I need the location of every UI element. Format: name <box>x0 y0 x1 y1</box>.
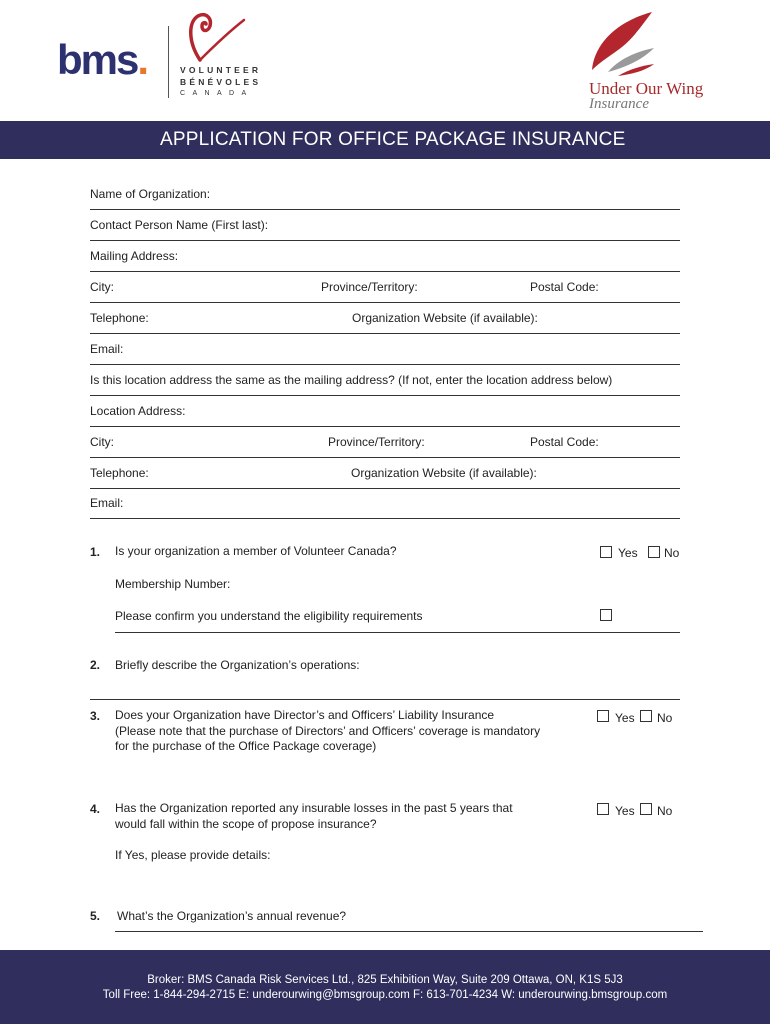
q3-text: Does your Organization have Director’s and Officers’ Liability Insurance (Please note that the purchase of Directors’ and Officers’ coverage is mandatory for the purchase of the Office Package coverage) <box>115 708 541 753</box>
footer-contact-line: Toll Free: 1-844-294-2715 E: underourwing@bmsgroup.com F: 613-701-4234 W: underourwing.bmsgroup.com <box>102 989 668 1001</box>
q3-yes-checkbox[interactable] <box>597 710 609 722</box>
q2-text: Briefly describe the Organization’s operations: <box>115 658 360 672</box>
footer <box>0 950 770 1024</box>
q5-text: What’s the Organization’s annual revenue? <box>117 909 347 923</box>
q4-no-checkbox[interactable] <box>640 803 652 815</box>
location-telephone-website-row[interactable] <box>90 458 680 489</box>
q5-number: 5. <box>90 909 101 923</box>
same-location-field[interactable] <box>90 365 680 396</box>
q3-yes-label: Yes <box>615 711 635 725</box>
location-email-label: Email: <box>90 496 124 510</box>
email-field[interactable] <box>90 334 680 365</box>
mailing-address-label: Mailing Address: <box>90 249 179 263</box>
logo-divider <box>168 26 169 98</box>
q4-details-label: If Yes, please provide details: <box>115 848 271 862</box>
telephone-label: Telephone: <box>90 311 149 325</box>
q4-yes-checkbox[interactable] <box>597 803 609 815</box>
q1-divider <box>115 632 680 633</box>
location-city-province-postal-row[interactable] <box>90 427 680 458</box>
contact-field[interactable] <box>90 210 680 241</box>
bms-logo: bms. <box>57 36 148 83</box>
title-bar <box>0 121 770 159</box>
q1-number: 1. <box>90 545 101 559</box>
under-our-wing-wing-icon <box>588 10 658 78</box>
city-label: City: <box>90 280 114 294</box>
city-province-postal-row[interactable] <box>90 272 680 303</box>
bms-logo-dot: . <box>137 36 148 83</box>
location-postal-code-label: Postal Code: <box>530 435 599 449</box>
q1-yes-checkbox[interactable] <box>600 546 612 558</box>
contact-label: Contact Person Name (First last): <box>90 218 269 232</box>
q3-no-label: No <box>657 711 673 725</box>
postal-code-label: Postal Code: <box>530 280 599 294</box>
membership-number-label: Membership Number: <box>115 577 231 591</box>
telephone-website-row[interactable] <box>90 303 680 334</box>
q1-yes-label: Yes <box>618 546 638 560</box>
q1-no-checkbox[interactable] <box>648 546 660 558</box>
eligibility-confirm-checkbox[interactable] <box>600 609 612 621</box>
under-our-wing-insurance: Insurance <box>589 96 649 112</box>
page-title: APPLICATION FOR OFFICE PACKAGE INSURANCE <box>160 129 626 150</box>
q3-number: 3. <box>90 709 101 723</box>
location-city-label: City: <box>90 435 114 449</box>
volunteer-canada-heart-icon <box>186 10 246 66</box>
q4-yes-label: Yes <box>615 804 635 818</box>
location-email-field[interactable] <box>90 488 680 519</box>
eligibility-confirm-label: Please confirm you understand the eligibility requirements <box>115 609 423 623</box>
location-website-label: Organization Website (if available): <box>351 466 537 480</box>
q5-answer-line[interactable] <box>115 931 703 932</box>
location-address-label: Location Address: <box>90 404 186 418</box>
q2-number: 2. <box>90 658 101 672</box>
q3-no-checkbox[interactable] <box>640 710 652 722</box>
province-label: Province/Territory: <box>321 280 418 294</box>
q4-text: Has the Organization reported any insurable losses in the past 5 years that would fall within the scope of propose insurance? <box>115 801 513 831</box>
location-province-label: Province/Territory: <box>328 435 425 449</box>
under-our-wing-name: Under Our Wing <box>589 79 704 98</box>
q4-number: 4. <box>90 802 101 816</box>
q1-no-label: No <box>664 546 680 560</box>
volunteer-canada-wordmark: VOLUNTEER BÉNÉVOLES CANADA <box>180 65 262 97</box>
q2-answer-line[interactable] <box>90 699 680 700</box>
org-name-field[interactable] <box>90 179 680 210</box>
same-location-label: Is this location address the same as the mailing address? (If not, enter the location address below) <box>90 373 613 387</box>
location-telephone-label: Telephone: <box>90 466 149 480</box>
org-name-label: Name of Organization: <box>90 187 211 201</box>
q1-text: Is your organization a member of Volunteer Canada? <box>115 544 397 558</box>
email-label: Email: <box>90 342 124 356</box>
q4-no-label: No <box>657 804 673 818</box>
mailing-address-field[interactable] <box>90 241 680 272</box>
footer-broker-line: Broker: BMS Canada Risk Services Ltd., 825 Exhibition Way, Suite 209 Ottawa, ON, K1S 5J3 <box>147 974 623 986</box>
location-address-field[interactable] <box>90 396 680 427</box>
website-label: Organization Website (if available): <box>352 311 538 325</box>
